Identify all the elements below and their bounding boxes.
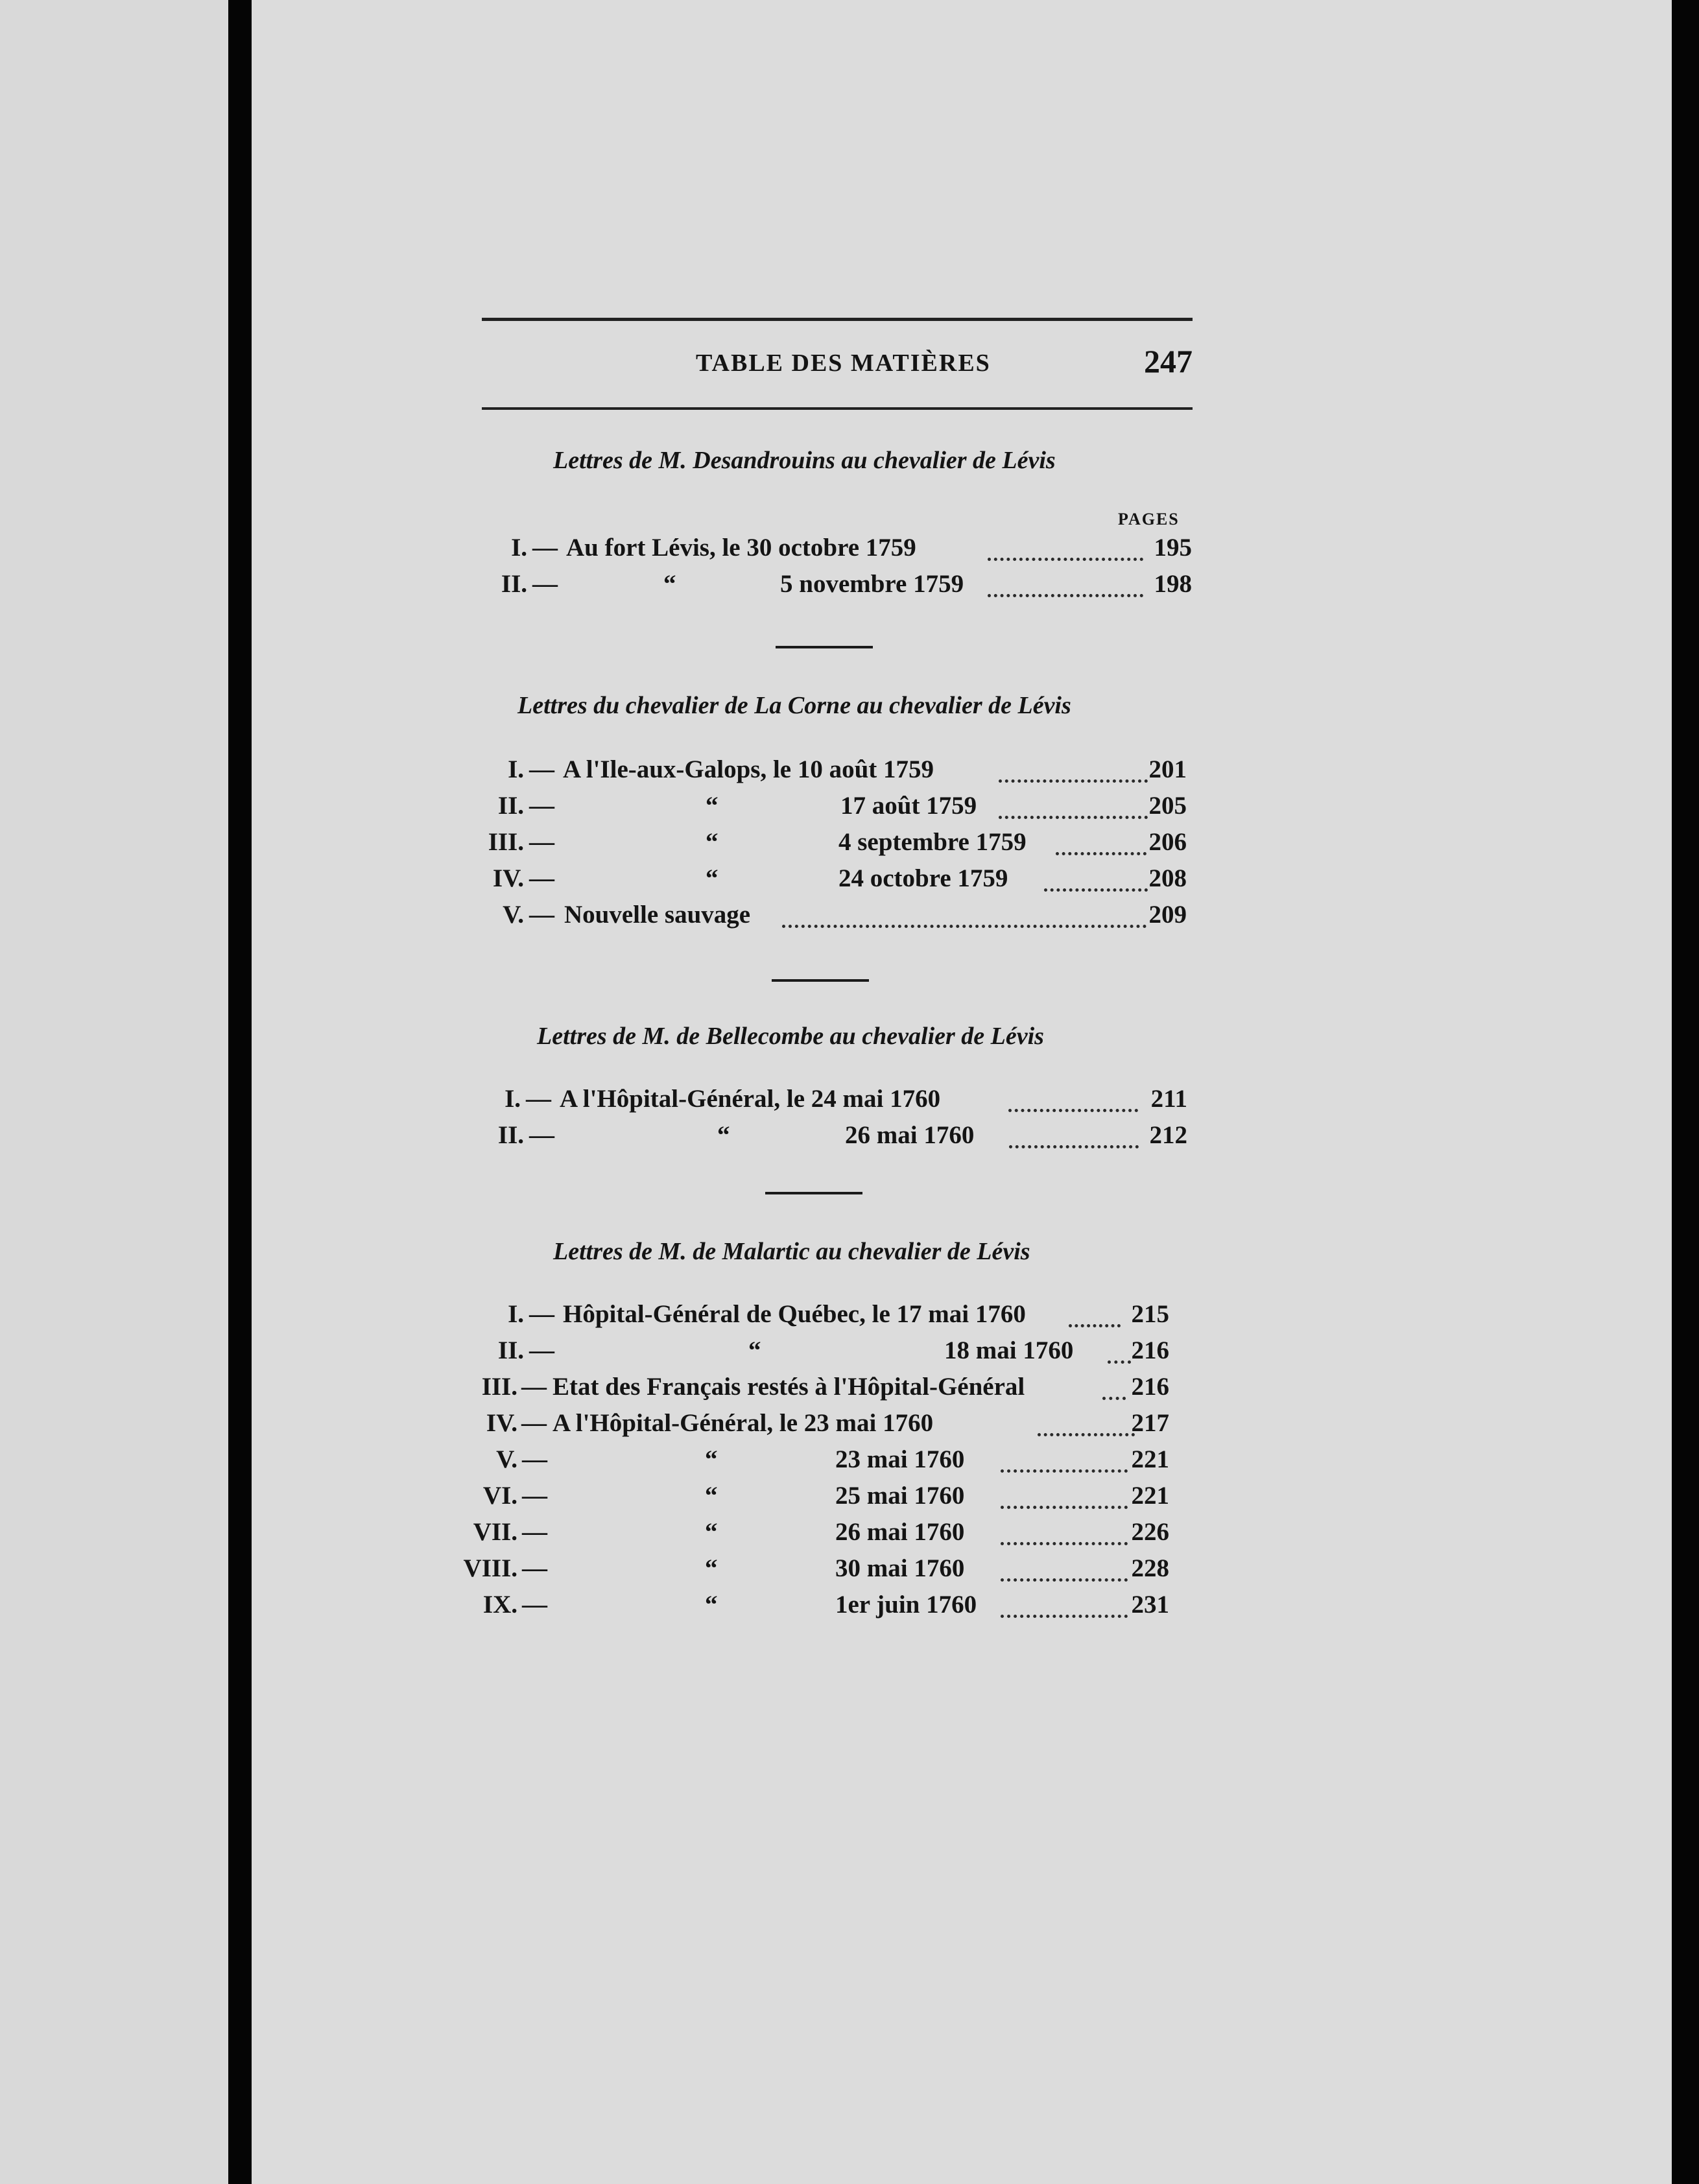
entry-number: VIII. [463, 1554, 517, 1582]
entry-number: II. [497, 792, 524, 820]
entry-dash: — [529, 901, 554, 929]
section-title: Lettres de M. Desandrouins au chevalier de Lévis [553, 447, 1056, 474]
dot-leader [1009, 1139, 1139, 1148]
entry-page: 231 [1131, 1591, 1169, 1619]
entry-page: 198 [1154, 570, 1192, 598]
entry-dash: — [529, 1300, 554, 1328]
entry-dash: — [529, 1336, 554, 1364]
entry-page: 195 [1154, 534, 1192, 562]
entry-number: I. [511, 534, 527, 562]
entry-title: 30 mai 1760 [835, 1554, 965, 1582]
entry-title: Etat des Français restés à l'Hôpital-Général [552, 1373, 1025, 1401]
toc-entry[interactable] [472, 1336, 1169, 1371]
dot-leader [782, 918, 1147, 928]
entry-number: IV. [492, 864, 524, 892]
dot-leader [999, 773, 1148, 783]
entry-title: 17 août 1759 [840, 792, 977, 820]
entry-dash: — [529, 1121, 554, 1149]
toc-entry[interactable] [459, 827, 1187, 862]
entry-title: 18 mai 1760 [944, 1336, 1074, 1364]
toc-entry[interactable] [475, 1445, 1169, 1480]
toc-entry[interactable] [488, 569, 1192, 604]
toc-entry[interactable] [482, 1084, 1187, 1119]
entry-page: 217 [1131, 1409, 1169, 1437]
left-facing-page [0, 0, 228, 2184]
page-number: 247 [1144, 343, 1193, 379]
section-separator [765, 1192, 862, 1194]
toc-entry[interactable] [453, 1408, 1169, 1443]
dot-leader [1008, 1102, 1138, 1112]
entry-number: II. [497, 1336, 524, 1364]
entry-dash: — [529, 755, 554, 783]
entry-dash: — [522, 1554, 547, 1582]
running-header [482, 337, 1193, 389]
section-separator [776, 646, 873, 648]
toc-entry[interactable] [488, 533, 1192, 568]
entry-dash: — [529, 792, 554, 820]
entry-dash: — [521, 1409, 547, 1437]
entry-page: 212 [1149, 1121, 1187, 1149]
entry-page: 211 [1150, 1085, 1187, 1113]
section-title: Lettres de M. de Malartic au chevalier de Lévis [553, 1238, 1030, 1265]
entry-dash: — [532, 534, 558, 562]
entry-dash: — [522, 1591, 547, 1619]
ditto-mark: “ [705, 1518, 718, 1546]
entry-title: 25 mai 1760 [835, 1482, 965, 1510]
entry-page: 216 [1131, 1336, 1169, 1364]
dot-leader [1001, 1608, 1128, 1618]
entry-title: A l'Hôpital-Général, le 24 mai 1760 [560, 1085, 941, 1113]
entry-page: 221 [1131, 1445, 1169, 1473]
entry-dash: — [522, 1482, 547, 1510]
ditto-mark: “ [748, 1336, 761, 1364]
ditto-mark: “ [706, 864, 719, 892]
dot-leader [1001, 1536, 1128, 1545]
entry-number: I. [508, 1300, 524, 1328]
entry-page: 228 [1131, 1554, 1169, 1582]
ditto-mark: “ [706, 792, 719, 820]
header-bottom-rule [482, 407, 1193, 410]
ditto-mark: “ [705, 1445, 718, 1473]
dot-leader [988, 551, 1143, 561]
entry-title: 26 mai 1760 [845, 1121, 975, 1149]
entry-dash: — [529, 828, 554, 856]
entry-page: 221 [1131, 1482, 1169, 1510]
right-border [1672, 0, 1699, 2184]
entry-dash: — [522, 1445, 547, 1473]
dot-leader [1069, 1318, 1121, 1327]
entry-number: VI. [482, 1482, 517, 1510]
page [252, 0, 1672, 2184]
entry-title: 4 septembre 1759 [838, 828, 1027, 856]
entry-title: 23 mai 1760 [835, 1445, 965, 1473]
toc-entry[interactable] [436, 1554, 1169, 1589]
section-title: Lettres de M. de Bellecombe au chevalier de Lévis [537, 1023, 1044, 1050]
dot-leader [1038, 1427, 1135, 1436]
toc-entry[interactable] [462, 1481, 1169, 1516]
entry-dash: — [521, 1373, 547, 1401]
toc-entry[interactable] [485, 1300, 1169, 1335]
toc-entry[interactable] [485, 755, 1187, 790]
toc-entry[interactable] [479, 1121, 1187, 1156]
entry-number: III. [488, 828, 524, 856]
entry-number: IX. [482, 1591, 517, 1619]
dot-leader [988, 588, 1143, 597]
entry-page: 208 [1148, 864, 1187, 892]
toc-entry[interactable] [449, 1517, 1169, 1552]
entry-title: 5 novembre 1759 [780, 570, 964, 598]
section-title: Lettres du chevalier de La Corne au chevalier de Lévis [517, 692, 1071, 719]
entry-dash: — [532, 570, 558, 598]
dot-leader [999, 809, 1148, 819]
dot-leader [1108, 1354, 1131, 1364]
ditto-mark: “ [663, 570, 676, 598]
toc-entry[interactable] [453, 1372, 1169, 1407]
entry-number: II. [497, 1121, 524, 1149]
toc-entry[interactable] [472, 791, 1187, 826]
entry-title: 1er juin 1760 [835, 1591, 977, 1619]
entry-page: 206 [1148, 828, 1187, 856]
toc-entry[interactable] [462, 1590, 1169, 1625]
entry-number: I. [508, 755, 524, 783]
ditto-mark: “ [706, 828, 719, 856]
dot-leader [1001, 1463, 1128, 1473]
toc-entry[interactable] [472, 900, 1187, 935]
entry-title: A l'Ile-aux-Galops, le 10 août 1759 [563, 755, 934, 783]
entry-page: 201 [1148, 755, 1187, 783]
entry-page: 205 [1148, 792, 1187, 820]
entry-page: 216 [1131, 1373, 1169, 1401]
entry-title: A l'Hôpital-Général, le 23 mai 1760 [552, 1409, 934, 1437]
entry-page: 209 [1148, 901, 1187, 929]
entry-number: V. [503, 901, 524, 929]
entry-dash: — [526, 1085, 551, 1113]
ditto-mark: “ [717, 1121, 730, 1149]
entry-title: Nouvelle sauvage [564, 901, 751, 929]
entry-page: 215 [1131, 1300, 1169, 1328]
entry-dash: — [529, 864, 554, 892]
entry-title: 26 mai 1760 [835, 1518, 965, 1546]
entry-title: Hôpital-Général de Québec, le 17 mai 1760 [563, 1300, 1026, 1328]
ditto-mark: “ [705, 1591, 718, 1619]
entry-number: II. [501, 570, 527, 598]
entry-number: III. [481, 1373, 517, 1401]
entry-page: 226 [1131, 1518, 1169, 1546]
dot-leader [1102, 1390, 1126, 1400]
toc-entry[interactable] [459, 864, 1187, 899]
entry-dash: — [522, 1518, 547, 1546]
header-title: TABLE DES MATIÈRES [696, 350, 991, 377]
dot-leader [1044, 882, 1148, 892]
pages-column-label: PAGES [1118, 510, 1180, 528]
header-top-rule [482, 318, 1193, 321]
dot-leader [1001, 1499, 1128, 1509]
section-separator [772, 979, 869, 982]
entry-number: IV. [486, 1409, 517, 1437]
ditto-mark: “ [705, 1482, 718, 1510]
dot-leader [1056, 846, 1147, 855]
ditto-mark: “ [705, 1554, 718, 1582]
dot-leader [1001, 1572, 1128, 1582]
entry-number: I. [505, 1085, 521, 1113]
book-gutter [228, 0, 252, 2184]
entry-number: V. [496, 1445, 517, 1473]
entry-title: 24 octobre 1759 [838, 864, 1008, 892]
entry-number: VII. [473, 1518, 517, 1546]
entry-title: Au fort Lévis, le 30 octobre 1759 [566, 534, 916, 562]
